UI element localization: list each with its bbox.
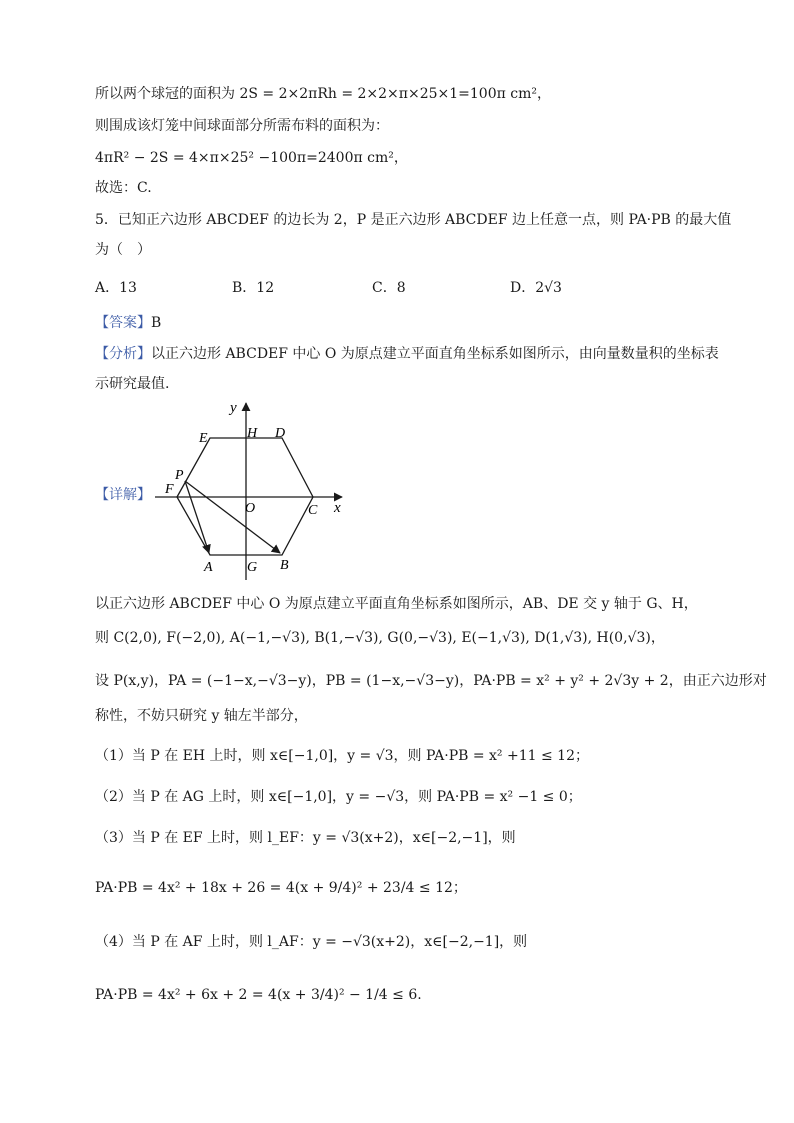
label-c: C (308, 503, 318, 518)
question-5-line1: 5．已知正六边形 ABCDEF 的边长为 2，P 是正六边形 ABCDEF 边上任意一点，则 PA·PB 的最大值 (95, 212, 732, 228)
detail-p3: 设 P(x,y)，PA = (−1−x,−√3−y)，PB = (1−x,−√3−y)，PA·PB = x² + y² + 2√3y + 2，由正六边形对 (95, 673, 767, 689)
label-a: A (204, 560, 213, 575)
detail-p4: 称性，不妨只研究 y 轴左半部分， (95, 708, 308, 724)
analysis-tag: 【分析】 (95, 346, 151, 362)
choice-d: D．2√3 (510, 280, 562, 296)
question-5-line2: 为（ ） (95, 242, 151, 258)
line-l2: 则围成该灯笼中间球面部分所需布料的面积为： (95, 118, 389, 134)
answer-line (95, 313, 161, 333)
choice-c: C．8 (372, 280, 406, 296)
detail-p2: 则 C(2,0), F(−2,0), A(−1,−√3), B(1,−√3), G(0,−√3), E(−1,√3), D(1,√3), H(0,√3)， (95, 630, 665, 646)
answer-tag: 【答案】 (95, 315, 151, 331)
label-e: E (199, 431, 208, 446)
line-l3: 4πR² − 2S = 4×π×25² −100π=2400π cm²， (95, 150, 408, 166)
choice-b: B．12 (232, 280, 275, 296)
detail-tag: 【详解】 (95, 487, 151, 503)
detail-case3: （3）当 P 在 EF 上时，则 l_EF：y = √3(x+2)，x∈[−2,−1]，则 (95, 830, 516, 846)
label-h: H (247, 426, 258, 441)
choice-a: A．13 (95, 280, 137, 296)
detail-case4-equation: PA·PB = 4x² + 6x + 2 = 4(x + 3/4)² − 1/4 ≤ 6. (95, 987, 422, 1003)
label-o: O (245, 501, 256, 516)
detail-p1: 以正六边形 ABCDEF 中心 O 为原点建立平面直角坐标系如图所示，AB、DE 交 y 轴于 G、H， (95, 596, 698, 612)
detail-case1: （1）当 P 在 EH 上时，则 x∈[−1,0]，y = √3，则 PA·PB = x² +11 ≤ 12； (95, 748, 589, 764)
label-p: P (175, 468, 184, 483)
analysis-line2: 示研究最值. (95, 376, 170, 392)
label-f: F (165, 482, 174, 497)
hexagon-figure (150, 395, 350, 585)
label-x: x (334, 500, 341, 516)
detail-case2: （2）当 P 在 AG 上时，则 x∈[−1,0]，y = −√3，则 PA·PB = x² −1 ≤ 0； (95, 789, 582, 805)
vector-pb (185, 481, 280, 553)
answer-value: B (151, 315, 162, 331)
analysis-text1: 以正六边形 ABCDEF 中心 O 为原点建立平面直角坐标系如图所示，由向量数量积的坐标表 (151, 346, 719, 362)
line-l1: 所以两个球冠的面积为 2S = 2×2πRh = 2×2×π×25×1=100π cm²， (95, 86, 552, 102)
label-d: D (275, 426, 286, 441)
label-y: y (230, 400, 237, 416)
analysis-line1 (95, 344, 719, 364)
label-g: G (247, 560, 258, 575)
detail-case3-equation: PA·PB = 4x² + 18x + 26 = 4(x + 9/4)² + 23/4 ≤ 12； (95, 880, 467, 896)
detail-case4: （4）当 P 在 AF 上时，则 l_AF：y = −√3(x+2)，x∈[−2,−1]，则 (95, 934, 528, 950)
line-l4: 故选：C. (95, 180, 152, 196)
label-b: B (280, 558, 289, 573)
